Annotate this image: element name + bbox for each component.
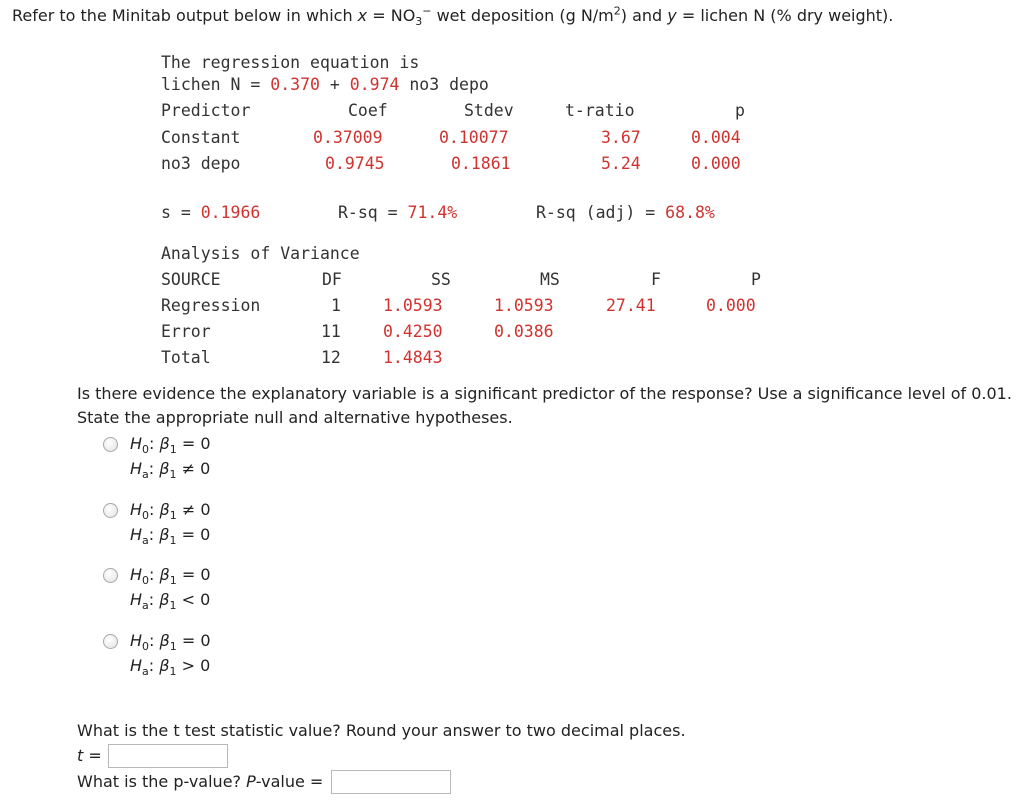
hypothesis-h0: $H_0$: $\beta_1 = 0$ (130, 565, 211, 588)
rsq-stat: R-sq = 71.4% (338, 203, 458, 222)
coef-row-coef: 0.37009 (313, 128, 383, 147)
coef-row-p: 0.000 (691, 154, 741, 173)
hypothesis-h0: $H_0$: $\beta_1 \ne 0$ (130, 500, 211, 523)
anova-row-df: 12 (321, 348, 341, 367)
s-stat: s = 0.1966 (161, 203, 261, 222)
anova-row-source: Regression (161, 296, 261, 315)
hypothesis-ha: $H_a$: $\beta_1 < 0$ (130, 590, 211, 613)
coef-header-coef: Coef (348, 101, 388, 120)
anova-title: Analysis of Variance (161, 244, 360, 263)
hypothesis-ha: $H_a$: $\beta_1 \ne 0$ (130, 459, 211, 482)
question-p-value: What is the p-value? P-value = (77, 772, 324, 791)
anova-header-f: F (651, 270, 661, 289)
anova-header-source: SOURCE (161, 270, 221, 289)
hypothesis-radio[interactable] (103, 503, 118, 518)
anova-row-ss: 1.0593 (383, 296, 443, 315)
coef-header-p: p (735, 101, 745, 120)
anova-header-ms: MS (540, 270, 560, 289)
anova-header-p: P (751, 270, 761, 289)
anova-row-ss: 0.4250 (383, 322, 443, 341)
coef-row-t: 3.67 (601, 128, 641, 147)
anova-row-ms: 0.0386 (494, 322, 554, 341)
anova-row-f: 27.41 (606, 296, 656, 315)
rsq-adj-stat: R-sq (adj) = 68.8% (536, 203, 715, 222)
anova-row-ss: 1.4843 (383, 348, 443, 367)
coef-row-stdev: 0.1861 (451, 154, 511, 173)
anova-row-df: 11 (321, 322, 341, 341)
hypothesis-radio[interactable] (103, 437, 118, 452)
regression-equation: lichen N = 0.370 + 0.974 no3 depo (161, 75, 489, 94)
question-hypotheses: State the appropriate null and alternative hypotheses. (77, 408, 513, 427)
intro-text: Refer to the Minitab output below in which $x = NO_3^-$ wet deposition (g $N/m^2$) and y = lichen N (% dry weight). (12, 4, 894, 29)
hypothesis-h0: $H_0$: $\beta_1 = 0$ (130, 434, 211, 457)
hypothesis-h0: $H_0$: $\beta_1 = 0$ (130, 631, 211, 654)
anova-header-df: DF (322, 270, 342, 289)
coef-row-t: 5.24 (601, 154, 641, 173)
coef-header-tratio: t-ratio (565, 101, 635, 120)
hypothesis-ha: $H_a$: $\beta_1 = 0$ (130, 525, 211, 548)
t-label: t = (77, 746, 102, 765)
anova-row-ms: 1.0593 (494, 296, 554, 315)
anova-row-source: Error (161, 322, 211, 341)
coef-row-predictor: Constant (161, 128, 241, 147)
coef-row-p: 0.004 (691, 128, 741, 147)
coef-row-coef: 0.9745 (325, 154, 385, 173)
anova-row-df: 1 (331, 296, 341, 315)
anova-header-ss: SS (431, 270, 451, 289)
anova-row-p: 0.000 (706, 296, 756, 315)
regression-title: The regression equation is (161, 53, 420, 72)
question-significance: Is there evidence the explanatory variable is a significant predictor of the response? Use a significance level of 0.01. (77, 384, 1012, 403)
coef-row-stdev: 0.10077 (439, 128, 509, 147)
coef-row-predictor: no3 depo (161, 154, 241, 173)
anova-row-source: Total (161, 348, 211, 367)
hypothesis-ha: $H_a$: $\beta_1 > 0$ (130, 656, 211, 679)
hypothesis-radio[interactable] (103, 634, 118, 649)
hypothesis-radio[interactable] (103, 568, 118, 583)
question-t-statistic: What is the t test statistic value? Round your answer to two decimal places. (77, 721, 686, 740)
t-value-input[interactable] (108, 744, 228, 768)
coef-header-predictor: Predictor (161, 101, 251, 120)
p-value-input[interactable] (331, 770, 451, 794)
coef-header-stdev: Stdev (464, 101, 514, 120)
